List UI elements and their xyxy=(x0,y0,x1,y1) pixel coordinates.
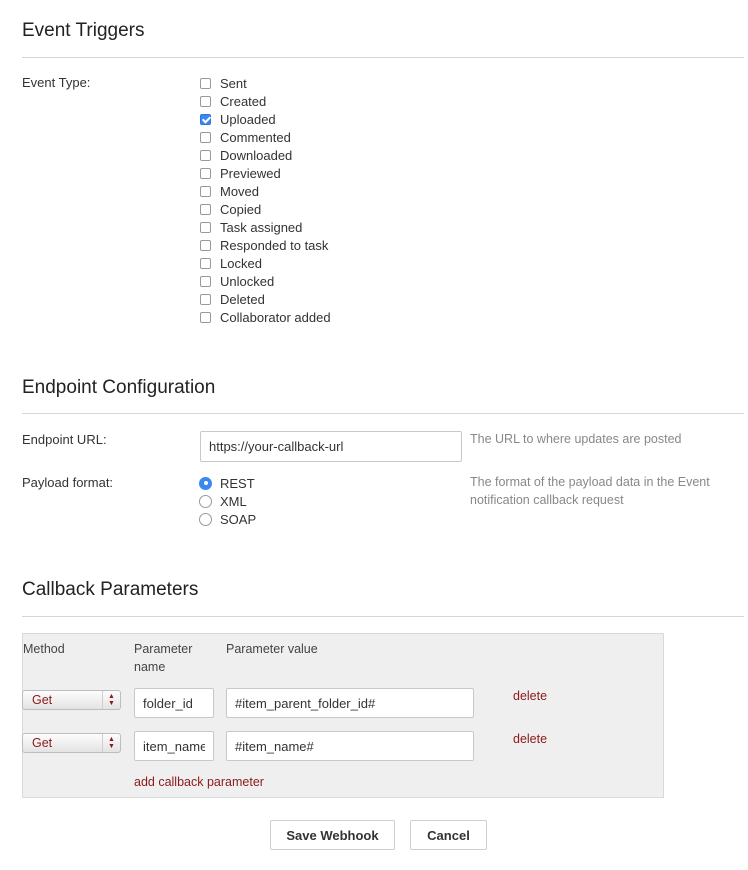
header-line: name xyxy=(134,660,166,674)
endpoint-configuration-heading: Endpoint Configuration xyxy=(22,377,216,398)
checkbox[interactable] xyxy=(200,132,211,143)
payload-radio-soap[interactable] xyxy=(199,510,256,528)
event-type-checkbox-list xyxy=(200,74,331,326)
help-line: notification callback request xyxy=(470,493,624,507)
event-checkbox-locked[interactable] xyxy=(200,254,331,272)
event-checkbox-label: Responded to task xyxy=(220,237,329,253)
event-checkbox-collaborator-added[interactable] xyxy=(200,308,331,326)
payload-radio-label: SOAP xyxy=(220,511,257,527)
event-checkbox-created[interactable] xyxy=(200,92,331,110)
endpoint-url-help-text: The URL to where updates are posted xyxy=(470,432,682,446)
parameter-name-column-header xyxy=(134,640,192,676)
method-select[interactable] xyxy=(22,733,121,753)
event-checkbox-label: Deleted xyxy=(220,291,265,307)
event-checkbox-label: Uploaded xyxy=(220,111,276,127)
delete-parameter-link[interactable]: delete xyxy=(513,689,548,703)
checkbox[interactable] xyxy=(200,78,211,89)
payload-radio-label: XML xyxy=(220,493,247,509)
method-select-value: Get xyxy=(32,693,53,707)
event-checkbox-label: Unlocked xyxy=(220,273,275,289)
checkbox[interactable] xyxy=(200,312,211,323)
callback-parameters-heading: Callback Parameters xyxy=(22,579,199,600)
checkbox[interactable] xyxy=(200,150,211,161)
radio[interactable] xyxy=(199,495,212,508)
save-webhook-button[interactable]: Save Webhook xyxy=(270,820,395,850)
add-callback-parameter-link[interactable]: add callback parameter xyxy=(134,775,264,789)
event-checkbox-deleted[interactable] xyxy=(200,290,331,308)
checkbox[interactable] xyxy=(200,258,211,269)
event-checkbox-label: Previewed xyxy=(220,165,281,181)
event-checkbox-commented[interactable] xyxy=(200,128,331,146)
method-select-value: Get xyxy=(32,736,53,750)
event-checkbox-label: Created xyxy=(220,93,267,109)
parameter-value-input[interactable] xyxy=(226,731,474,761)
parameter-value-column-header: Parameter value xyxy=(226,642,318,656)
parameter-name-input[interactable] xyxy=(134,731,214,761)
parameter-value-input[interactable] xyxy=(226,688,474,718)
endpoint-url-label: Endpoint URL: xyxy=(22,432,107,447)
checkbox[interactable] xyxy=(200,186,211,197)
payload-format-radio-group xyxy=(199,474,256,528)
payload-radio-rest[interactable] xyxy=(199,474,256,492)
event-checkbox-moved[interactable] xyxy=(200,182,331,200)
event-checkbox-label: Downloaded xyxy=(220,147,293,163)
event-checkbox-previewed[interactable] xyxy=(200,164,331,182)
event-triggers-heading: Event Triggers xyxy=(22,20,145,41)
section-divider xyxy=(22,57,744,58)
payload-radio-xml[interactable] xyxy=(199,492,256,510)
event-checkbox-label: Locked xyxy=(220,255,262,271)
event-checkbox-label: Moved xyxy=(220,183,260,199)
event-checkbox-copied[interactable] xyxy=(200,200,331,218)
payload-format-label: Payload format: xyxy=(22,475,114,490)
checkbox[interactable] xyxy=(200,240,211,251)
section-divider xyxy=(22,616,744,617)
cancel-button[interactable]: Cancel xyxy=(410,820,487,850)
event-checkbox-unlocked[interactable] xyxy=(200,272,331,290)
endpoint-url-input[interactable] xyxy=(200,431,462,462)
up-down-arrows-icon: ▲ ▼ xyxy=(102,691,120,709)
checkbox[interactable] xyxy=(200,168,211,179)
help-line: The format of the payload data in the Event xyxy=(470,475,710,489)
event-checkbox-sent[interactable] xyxy=(200,74,331,92)
payload-radio-label: REST xyxy=(220,475,255,491)
method-column-header: Method xyxy=(23,642,65,656)
event-checkbox-uploaded[interactable] xyxy=(200,110,331,128)
event-checkbox-label: Commented xyxy=(220,129,291,145)
checkbox[interactable] xyxy=(200,222,211,233)
event-checkbox-label: Sent xyxy=(220,75,247,91)
delete-parameter-link[interactable]: delete xyxy=(513,732,548,746)
event-type-label: Event Type: xyxy=(22,75,91,90)
up-down-arrows-icon: ▲ ▼ xyxy=(102,734,120,752)
event-checkbox-downloaded[interactable] xyxy=(200,146,331,164)
event-checkbox-responded-to-task[interactable] xyxy=(200,236,331,254)
section-divider xyxy=(22,413,744,414)
checkbox-checked[interactable] xyxy=(200,114,211,125)
event-checkbox-label: Collaborator added xyxy=(220,309,331,325)
checkbox[interactable] xyxy=(200,96,211,107)
checkbox[interactable] xyxy=(200,276,211,287)
event-checkbox-task-assigned[interactable] xyxy=(200,218,331,236)
checkbox[interactable] xyxy=(200,294,211,305)
radio[interactable] xyxy=(199,513,212,526)
payload-format-help-text xyxy=(470,473,710,509)
event-checkbox-label: Task assigned xyxy=(220,219,303,235)
radio-selected[interactable] xyxy=(199,477,212,490)
header-line: Parameter xyxy=(134,642,193,656)
checkbox[interactable] xyxy=(200,204,211,215)
parameter-name-input[interactable] xyxy=(134,688,214,718)
method-select[interactable] xyxy=(22,690,121,710)
event-checkbox-label: Copied xyxy=(220,201,262,217)
